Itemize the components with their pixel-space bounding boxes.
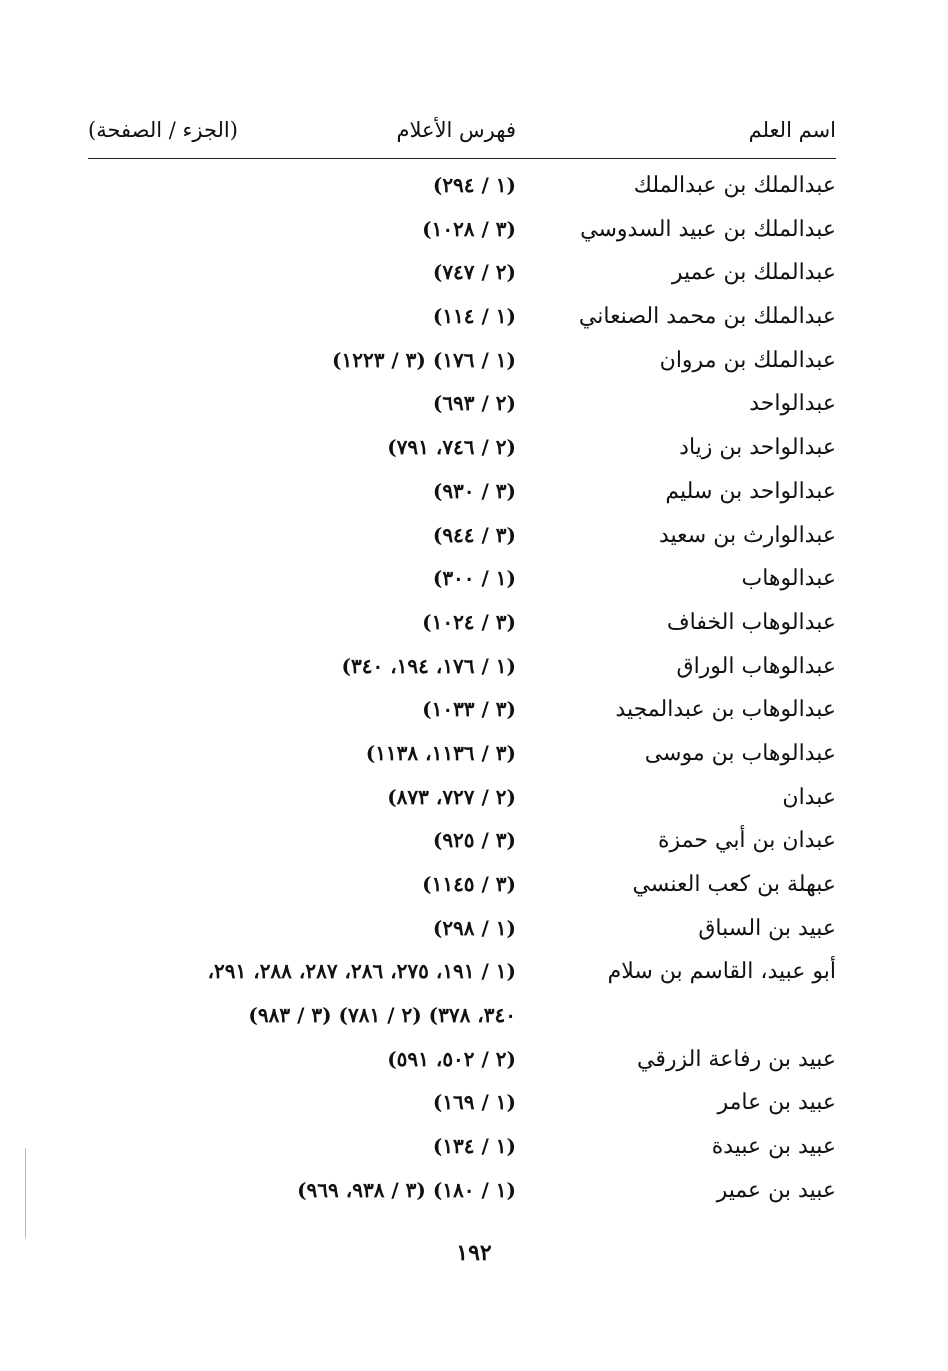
index-entry xyxy=(0,209,948,253)
header-divider xyxy=(88,158,836,159)
entry-reference: (٣ / ٩٤٤) xyxy=(432,522,516,547)
entry-name: عبدالملك بن مروان xyxy=(659,347,836,373)
entry-name: عبدالملك بن عبيد السدوسي xyxy=(580,216,836,242)
entry-reference: (١ / ١٣٤) xyxy=(432,1134,516,1159)
entry-name: عبيد بن عامر xyxy=(717,1090,836,1116)
index-entry xyxy=(0,864,948,908)
entry-reference: (٣ / ١٠٢٨) xyxy=(422,216,516,241)
entry-reference: (٣ / ٩٢٥) xyxy=(432,828,516,853)
index-entry xyxy=(0,165,948,209)
entry-reference: (١ / ١٨٠) (٣ / ٩٣٨، ٩٦٩) xyxy=(297,1177,516,1202)
entry-reference: (٣ / ١١٤٥) xyxy=(422,872,516,896)
entry-reference: (١ / ١٦٩) xyxy=(432,1090,516,1115)
entry-reference: (٢ / ٧٢٧، ٨٧٣) xyxy=(387,784,516,809)
index-entries xyxy=(0,165,948,1214)
entry-name: عبدالملك بن عبدالملك xyxy=(633,173,836,198)
entry-reference: (١ / ٢٩٤) xyxy=(432,173,516,197)
index-entry xyxy=(0,951,948,995)
index-entry xyxy=(0,515,948,559)
entry-name: عبيد بن السباق xyxy=(698,915,836,941)
index-entry xyxy=(0,1082,948,1126)
entry-reference: (١ / ١٧٦) (٣ / ١٢٢٣) xyxy=(332,347,516,372)
entry-name: عبدالواحد بن زياد xyxy=(679,435,836,461)
entry-reference: (٢ / ٧٤٦، ٧٩١) xyxy=(387,435,516,460)
index-entry xyxy=(0,340,948,384)
entry-reference: (٣ / ١٠٢٤) xyxy=(422,609,516,634)
index-entry xyxy=(0,1126,948,1170)
entry-name: عبدان بن أبي حمزة xyxy=(658,828,836,854)
entry-name: عبدالواحد بن سليم xyxy=(665,478,836,504)
index-entry xyxy=(0,689,948,733)
entry-reference: (٢ / ٧٤٧) xyxy=(432,260,516,285)
index-entry xyxy=(0,252,948,296)
entry-name: عبهلة بن كعب العنسي xyxy=(632,872,836,897)
index-entry xyxy=(0,296,948,340)
entry-reference: (١ / ٢٩٨) xyxy=(432,915,516,940)
index-entry xyxy=(0,427,948,471)
index-title: فهرس الأعلام xyxy=(396,118,516,142)
index-entry-continuation xyxy=(0,995,948,1039)
entry-name: أبو عبيد، القاسم بن سلام xyxy=(607,959,836,985)
index-entry xyxy=(0,733,948,777)
entry-reference: ٣٤٠، ٣٧٨) (٢ / ٧٨١) (٣ / ٩٨٣) xyxy=(248,1003,516,1028)
entry-name: عبدالوهاب بن عبدالمجيد xyxy=(615,697,836,723)
entry-name: عبدالوارث بن سعيد xyxy=(658,522,836,548)
entry-reference: (٣ / ١١٣٦، ١١٣٨) xyxy=(365,740,516,765)
entry-name: عبدالوهاب الخفاف xyxy=(666,609,836,635)
name-column-heading: اسم العلم xyxy=(748,118,836,142)
entry-name: عبدالملك بن محمد الصنعاني xyxy=(578,304,836,330)
entry-name: عبدان xyxy=(782,784,836,810)
entry-name: عبيد بن رفاعة الزرقي xyxy=(637,1046,836,1072)
entry-name: عبدالملك بن عمير xyxy=(671,260,836,286)
index-entry xyxy=(0,1170,948,1214)
scan-margin-mark xyxy=(25,1148,26,1238)
entry-name: عبدالوهاب الوراق xyxy=(676,653,836,679)
entry-reference: (١ / ١٧٦، ١٩٤، ٣٤٠) xyxy=(341,653,516,678)
entry-name: عبدالواحد xyxy=(749,391,836,417)
page-number: ١٩٢ xyxy=(456,1240,492,1266)
entry-name: عبيد بن عبيدة xyxy=(711,1134,836,1160)
reference-column-heading: (الجزء / الصفحة) xyxy=(88,118,238,142)
page-header xyxy=(88,112,836,152)
entry-reference: (٣ / ١٠٣٣) xyxy=(422,697,516,722)
index-entry xyxy=(0,602,948,646)
index-entry xyxy=(0,777,948,821)
entry-reference: (١ / ٣٠٠) xyxy=(432,566,516,591)
entry-reference: (٢ / ٦٩٣) xyxy=(432,391,516,416)
index-entry xyxy=(0,1039,948,1083)
entry-name: عبدالوهاب بن موسى xyxy=(644,740,836,766)
entry-reference: (١ / ١٩١، ٢٧٥، ٢٨٦، ٢٨٧، ٢٨٨، ٢٩١، xyxy=(207,959,516,984)
entry-name: عبيد بن عمير xyxy=(716,1177,836,1203)
index-entry xyxy=(0,471,948,515)
index-entry xyxy=(0,908,948,952)
entry-name: عبدالوهاب xyxy=(741,566,836,592)
entry-reference: (٢ / ٥٠٢، ٥٩١) xyxy=(387,1046,516,1071)
index-entry xyxy=(0,558,948,602)
index-entry xyxy=(0,646,948,690)
index-entry xyxy=(0,383,948,427)
entry-reference: (١ / ١١٤) xyxy=(432,304,516,329)
entry-reference: (٣ / ٩٣٠) xyxy=(432,478,516,503)
index-entry xyxy=(0,820,948,864)
